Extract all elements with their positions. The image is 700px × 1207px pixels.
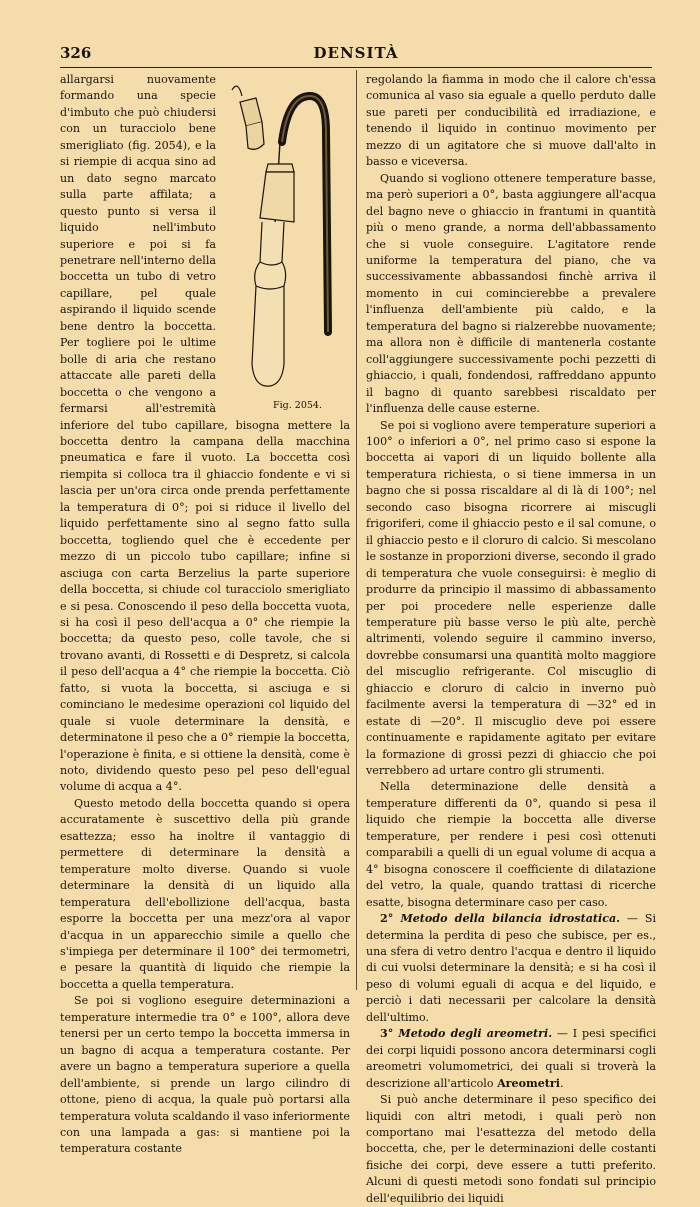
left-paragraph-1: allargarsi nuovamente formando una specie d'imbuto che può chiudersi con un turacciolo bene smerigliato (fig. 2054), e la si riempie di acqua sino ad un dato segno marcato sulla parte affilata; a questo punto si versa il liquido nell'imbuto superiore e poi si fa penetrare nell'interno della boccetta un tubo di vetro capillare, pel quale aspirando il liquido scende bene dentro la boccetta. Per togliere poi le ultime bolle di aria che restano attaccate alle pareti della boccetta o che vengono a fermarsi all'estremità inferiore del tubo capillare, bisogna mettere la boccetta dentro la campana della macchina pneumatica e fare il vuoto. La boccetta così riempita si colloca tra il ghiaccio fondente e vi si lascia per un'ora circa onde prenda perfettamente la temperatura di 0°; poi si riduce il livello del liquido perfettamente sino al segno fatto sulla boccetta, togliendo quel che è eccedente per mezzo di un piccolo tubo capillare; infine si asciuga con carta Berzelius la parte superiore della boccetta, si chiude col turacciolo smerigliato e si pesa. Conoscendo il peso della boccetta vuota, si ha così il peso dell'acqua a 0° che riempie la boccetta; da questo peso, colle tavole, che si trovano avanti, di Rossetti e di Despretz, si calcola il peso dell'acqua a 4° che riempie la boccetta. Ciò fatto, si vuota la boccetta, si asciuga e si cominciano le medesime operazioni col liquido del quale si vuole determinare la densità, e determinatone il peso che a 0° riempie la boccetta, l'operazione è finita, e si ottiene la densità, come è noto, dividendo questo peso pel peso dell'egual volume di acqua a 4°. [60, 73, 350, 794]
right-paragraph-3: Se poi si vogliono avere temperature superiori a 100° o inferiori a 0°, nel primo caso si espone la boccetta ai vapori di un liquido bollente alla temperatura richiesta, o si tiene immersa in un bagno che si possa riscaldare al di là di 100°; nel secondo caso bisogna ricorrere ai miscugli frigoriferi, come il ghiaccio pesto e il sal comune, o il ghiaccio pesto e il cloruro di calcio. Si mescolano le sostanze in proporzioni diverse, secondo il grado di temperatura che vuole conseguirsi: è meglio di produrre da principio il massimo di abbassamento per poi procedere nelle esperienze dalle temperature più basse verso le più alte, perchè altrimenti, volendo seguire il cammino inverso, dovrebbe consumarsi una quantità molto maggiore del miscuglio refrigerante. Col miscuglio di ghiaccio e cloruro di calcio in inverno può facilmente aversi la temperatura di —32° ed in estate di —20°. Il miscuglio deve poi essere continuamente e rapidamente agitato per evitare la formazione di grossi pezzi di ghiaccio che poi verrebbero ad urtare contro gli strumenti. [366, 418, 656, 778]
figure-caption: Fig. 2054. [273, 400, 322, 411]
right-paragraph-5 [366, 911, 656, 1026]
right-paragraph-4: Nella determinazione delle densità a temperature differenti da 0°, quando si pesa il liquido che riempie la boccetta alle diverse temperature, per rendere i pesi così ottenuti comparabili a quelli di un egual volume di acqua a 4° bisogna conoscere il coefficiente di dilatazione del vetro, la quale, quando trattasi di ricerche esatte, bisogna determinare caso per caso. [366, 780, 656, 909]
right-paragraph-2: Quando si vogliono ottenere temperature basse, ma però superiori a 0°, basta aggiungere all'acqua del bagno neve o ghiaccio in frantumi in quantità più o meno grande, a norma dell'abbassamento che si vuole conseguire. L'agitatore rende uniforme la temperatura del piano, che va successivamente abbassandosi finchè arriva il momento in cui comincierebbe a prevalere l'influenza dell'ambiente più caldo, e la temperatura del bagno si rialzerebbe nuovamente; ma allora non è difficile di mantenerla costante coll'aggiungere successivamente pochi pezzetti di ghiaccio, i quali, fondendosi, raffreddano appunto il bagno di quanto sarebbesi riscaldato per l'influenza delle cause esterne. [366, 171, 656, 416]
method-3-text: — I pesi specifici dei corpi liquidi possono ancora determinarsi cogli areometri volumometrici, dei quali si troverà la descrizione all'articolo [366, 1027, 656, 1090]
method-3-end: . [559, 1076, 564, 1090]
left-column [60, 72, 350, 1158]
running-title: DENSITÀ [313, 44, 399, 62]
right-paragraph-1: regolando la fiamma in modo che il calore ch'essa comunica al vaso sia eguale a quello perduto dalle sue pareti per conducibilità ed irradiazione, e tenendo il liquido in continuo movimento per mezzo di un agitatore che si muove dall'alto in basso e viceversa. [366, 73, 656, 169]
left-paragraph-2: Questo metodo della boccetta quando si opera accuratamente è suscettivo della più grande esattezza; esso ha inoltre il vantaggio di permettere di determinare la densità a temperature molto diverse. Quando si vuole determinare la densità di un liquido alla temperatura dell'ebollizione dell'acqua, basta esporre la boccetta per una mezz'ora al vapor d'acqua in un apparecchio simile a quello che s'impiega per determinare il 100° dei termometri, e pesare la quantità di liquido che riempie la boccetta a quella temperatura. [60, 796, 350, 991]
funnel-drawing [260, 164, 294, 222]
method-2-number: 2° [380, 912, 401, 926]
page-number: 326 [60, 44, 92, 62]
method-2-text: — Si determina la perdita di peso che subisce, per es., una sfera di vetro dentro l'acqua e dentro il liquido di cui vuolsi determinare la densità; e si ha così il peso di volumi eguali di acqua e del liquido, e perciò i dati necessarii per calcolare la densità dell'ultimo. [366, 912, 656, 1024]
right-column [366, 72, 656, 1207]
boccetta-illustration [222, 72, 350, 402]
right-paragraph-7: Si può anche determinare il peso specifico dei liquidi con altri metodi, i quali però non comportano mai l'esattezza del metodo della boccetta, che, per le determinazioni delle costanti fisiche dei corpi, deve essere a tutti preferito. Alcuni di questi metodi sono fondati sul principio dell'equilibrio dei liquidi [366, 1093, 656, 1205]
page-header [60, 44, 652, 64]
areometri-reference: Areometri [497, 1076, 560, 1090]
figure-2054 [222, 72, 350, 412]
left-paragraph-3: Se poi si vogliono eseguire determinazioni a temperature intermedie tra 0° e 100°, allora deve tenersi per un certo tempo la boccetta immersa in un bagno di acqua a temperatura costante. Per avere un bagno a temperatura superiore a quella dell'ambiente, si prende un largo cilindro di ottone, pieno di acqua, la quale può portarsi alla temperatura voluta scaldando il vaso inferiormente con una lampada a gas: si mantiene poi la temperatura costante [60, 994, 350, 1156]
header-rule [60, 67, 652, 68]
method-3-number: 3° [380, 1027, 399, 1041]
stopper-drawing [232, 86, 264, 149]
method-3-title: Metodo degli areometri. [398, 1027, 553, 1041]
column-divider [356, 70, 357, 990]
bottle-drawing [252, 222, 286, 386]
right-paragraph-6 [366, 1026, 656, 1092]
method-2-title: Metodo della bilancia idrostatica. [400, 912, 621, 926]
